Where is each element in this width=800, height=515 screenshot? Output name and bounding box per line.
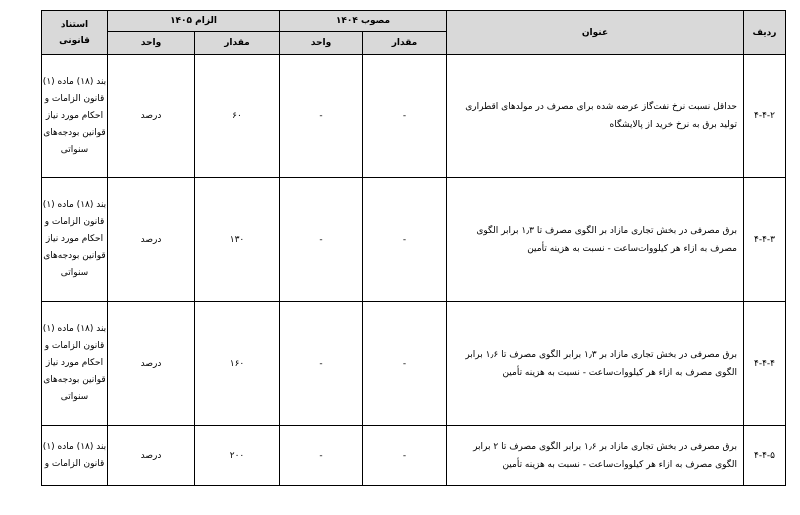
legal-basis-cell: بند (۱۸) ماده (۱) قانون الزامات و	[42, 426, 108, 486]
unit-1404-cell: -	[280, 55, 363, 178]
row-number-cell: ۴-۴-۲	[744, 55, 786, 178]
header-row-number: ردیف	[744, 11, 786, 55]
amount-1405-cell: ۶۰	[195, 55, 280, 178]
unit-1404-cell: -	[280, 426, 363, 486]
table-row	[42, 426, 786, 486]
title-cell: حداقل نسبت نرخ نفت‌گاز عرضه شده برای مصرف در مولدهای اقطراری تولید برق به نرخ خرید از پالایشگاه	[447, 55, 744, 178]
header-obligation-1405: الزام ۱۴۰۵	[108, 11, 280, 32]
legal-basis-cell: بند (۱۸) ماده (۱) قانون الزامات و احکام مورد نیاز قوانین بودجه‌های سنواتی	[42, 178, 108, 302]
unit-1404-cell: -	[280, 302, 363, 426]
header-amount-1404: مقدار	[363, 32, 447, 55]
table-row	[42, 55, 786, 178]
header-approved-1404: مصوب ۱۴۰۴	[280, 11, 447, 32]
header-unit-1404: واحد	[280, 32, 363, 55]
amount-1404-cell: -	[363, 302, 447, 426]
unit-1405-cell: درصد	[108, 178, 195, 302]
header-unit-1405: واحد	[108, 32, 195, 55]
table-row	[42, 302, 786, 426]
row-number-cell: ۴-۴-۴	[744, 302, 786, 426]
unit-1405-cell: درصد	[108, 426, 195, 486]
amount-1404-cell: -	[363, 426, 447, 486]
amount-1405-cell: ۱۶۰	[195, 302, 280, 426]
amount-1405-cell: ۲۰۰	[195, 426, 280, 486]
row-number-cell: ۴-۴-۳	[744, 178, 786, 302]
legal-basis-cell: بند (۱۸) ماده (۱) قانون الزامات و احکام مورد نیاز قوانین بودجه‌های سنواتی	[42, 55, 108, 178]
unit-1404-cell: -	[280, 178, 363, 302]
unit-1405-cell: درصد	[108, 302, 195, 426]
amount-1404-cell: -	[363, 178, 447, 302]
amount-1405-cell: ۱۳۰	[195, 178, 280, 302]
amount-1404-cell: -	[363, 55, 447, 178]
title-cell: برق مصرفی در بخش تجاری مازاد بر ۱٫۶ برابر الگوی مصرف تا ۲ برابر الگوی مصرف به ازاء هر کیلووات‌ساعت - نسبت به هزینه تأمین	[447, 426, 744, 486]
unit-1405-cell: درصد	[108, 55, 195, 178]
legal-basis-cell: بند (۱۸) ماده (۱) قانون الزامات و احکام مورد نیاز قوانین بودجه‌های سنواتی	[42, 302, 108, 426]
header-amount-1405: مقدار	[195, 32, 280, 55]
row-number-cell: ۴-۴-۵	[744, 426, 786, 486]
title-cell: برق مصرفی در بخش تجاری مازاد بر الگوی مصرف تا ۱٫۳ برابر الگوی مصرف به ازاء هر کیلووات‌ساعت - نسبت به هزینه تأمین	[447, 178, 744, 302]
title-cell: برق مصرفی در بخش تجاری مازاد بر ۱٫۳ برابر الگوی مصرف تا ۱٫۶ برابر الگوی مصرف به ازاء هر کیلووات‌ساعت - نسبت به هزینه تأمین	[447, 302, 744, 426]
table-row	[42, 178, 786, 302]
header-title: عنوان	[447, 11, 744, 55]
header-legal-basis: استناد قانونی	[42, 11, 108, 55]
budget-table	[41, 10, 786, 486]
